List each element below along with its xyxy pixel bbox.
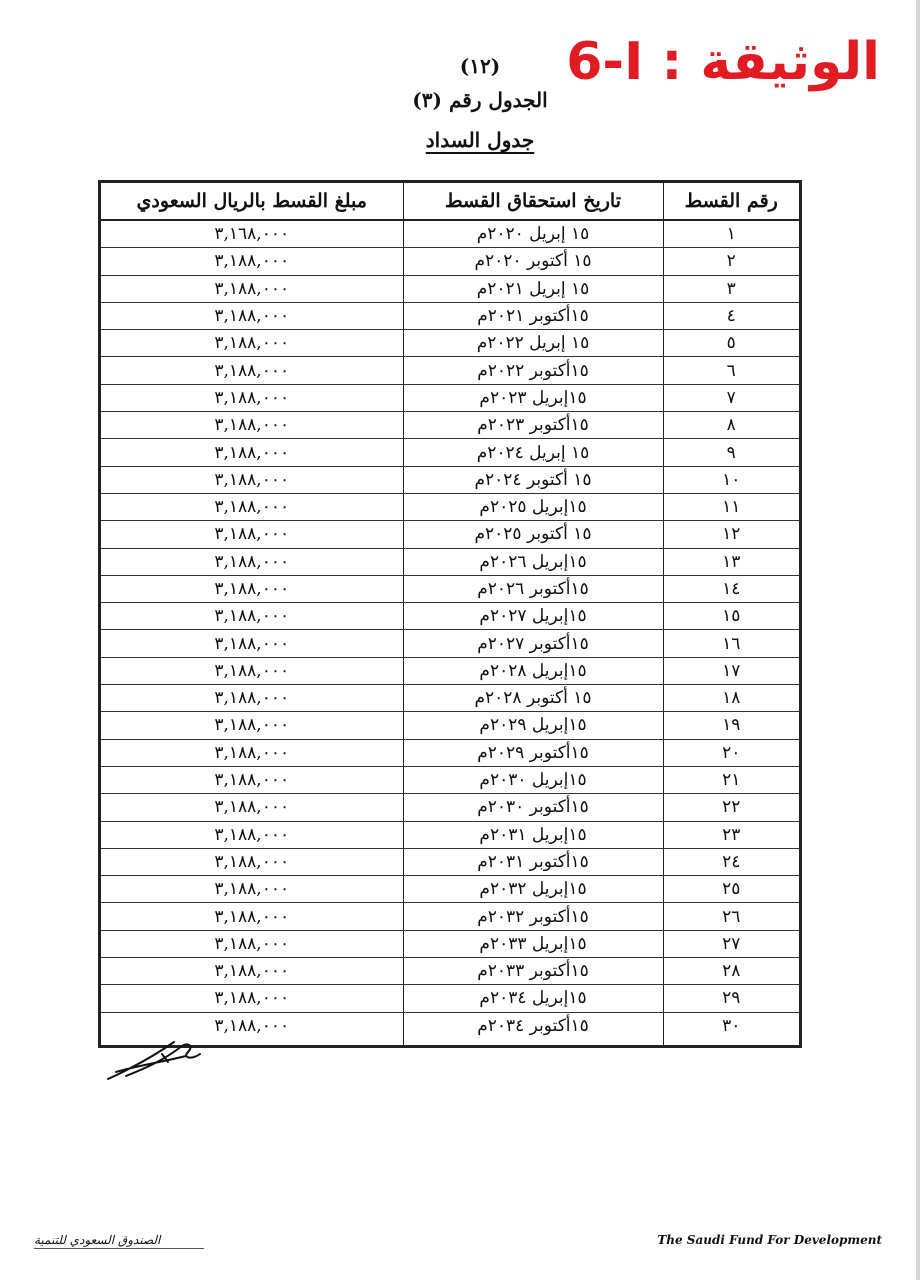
header-installment-number: رقم القسط <box>663 183 799 220</box>
table-body <box>101 220 799 1045</box>
amount-cell: ٣,١٦٨,٠٠٠ <box>101 220 403 248</box>
due-date-cell: ١٥إبريل ٢٠٣٢م <box>403 876 663 903</box>
installment-number-cell: ٢٦ <box>663 903 799 930</box>
amount-cell: ٣,١٨٨,٠٠٠ <box>101 302 403 329</box>
due-date-cell: ١٥إبريل ٢٠٢٥م <box>403 493 663 520</box>
amount-cell: ٣,١٨٨,٠٠٠ <box>101 712 403 739</box>
amount-cell: ٣,١٨٨,٠٠٠ <box>101 603 403 630</box>
due-date-cell: ١٥أكتوبر ٢٠٣٢م <box>403 903 663 930</box>
table-row <box>101 575 799 602</box>
due-date-cell: ١٥إبريل ٢٠٢٩م <box>403 712 663 739</box>
table-row <box>101 739 799 766</box>
document-label-code: 6-I <box>566 32 644 92</box>
due-date-cell: ١٥إبريل ٢٠٣١م <box>403 821 663 848</box>
table-row <box>101 384 799 411</box>
table-row <box>101 302 799 329</box>
amount-cell: ٣,١٨٨,٠٠٠ <box>101 985 403 1012</box>
amount-cell: ٣,١٨٨,٠٠٠ <box>101 575 403 602</box>
installment-number-cell: ١١ <box>663 493 799 520</box>
table-header-row <box>101 183 799 220</box>
installment-number-cell: ١٣ <box>663 548 799 575</box>
page-number: (١٢) <box>459 54 501 78</box>
table-row <box>101 548 799 575</box>
due-date-cell: ١٥أكتوبر ٢٠٣٣م <box>403 958 663 985</box>
installment-number-cell: ٢٩ <box>663 985 799 1012</box>
due-date-cell: ١٥ إبريل ٢٠٢٤م <box>403 439 663 466</box>
amount-cell: ٣,١٨٨,٠٠٠ <box>101 384 403 411</box>
table-row <box>101 766 799 793</box>
installment-number-cell: ٢٥ <box>663 876 799 903</box>
due-date-cell: ١٥ إبريل ٢٠٢١م <box>403 275 663 302</box>
amount-cell: ٣,١٨٨,٠٠٠ <box>101 248 403 275</box>
installment-number-cell: ٢ <box>663 248 799 275</box>
due-date-cell: ١٥أكتوبر ٢٠٢٦م <box>403 575 663 602</box>
schedule-table-frame <box>98 180 802 1048</box>
due-date-cell: ١٥ إبريل ٢٠٢٢م <box>403 330 663 357</box>
due-date-cell: ١٥أكتوبر ٢٠٣١م <box>403 848 663 875</box>
header-due-date: تاريخ استحقاق القسط <box>403 183 663 220</box>
amount-cell: ٣,١٨٨,٠٠٠ <box>214 1015 290 1036</box>
installment-number-cell: ٢٢ <box>663 794 799 821</box>
installment-number-cell: ٣ <box>663 275 799 302</box>
table-row <box>101 958 799 985</box>
installment-number-cell: ١٠ <box>663 466 799 493</box>
header-amount: مبلغ القسط بالريال السعودي <box>101 183 403 220</box>
installment-number-cell: ١٨ <box>663 685 799 712</box>
table-row <box>101 248 799 275</box>
amount-cell: ٣,١٨٨,٠٠٠ <box>101 630 403 657</box>
footer-english-name: The Saudi Fund For Development <box>657 1233 882 1247</box>
amount-cell: ٣,١٨٨,٠٠٠ <box>101 685 403 712</box>
due-date-cell: ١٥إبريل ٢٠٢٣م <box>403 384 663 411</box>
table-row <box>101 439 799 466</box>
signature-icon <box>102 1032 212 1084</box>
installment-number-cell: ٢٧ <box>663 930 799 957</box>
document-label <box>566 26 880 98</box>
table-row <box>101 630 799 657</box>
table-row <box>101 493 799 520</box>
due-date-cell: ١٥إبريل ٢٠٢٦م <box>403 548 663 575</box>
installment-number-cell: ٢٨ <box>663 958 799 985</box>
amount-cell: ٣,١٨٨,٠٠٠ <box>101 876 403 903</box>
amount-cell: ٣,١٨٨,٠٠٠ <box>101 657 403 684</box>
due-date-cell: ١٥إبريل ٢٠٢٧م <box>403 603 663 630</box>
amount-cell: ٣,١٨٨,٠٠٠ <box>101 521 403 548</box>
due-date-cell: ١٥أكتوبر ٢٠٢٣م <box>403 412 663 439</box>
table-row <box>101 657 799 684</box>
table-row <box>101 903 799 930</box>
amount-cell: ٣,١٨٨,٠٠٠ <box>101 493 403 520</box>
table-row <box>101 876 799 903</box>
table-row <box>101 985 799 1012</box>
installment-number-cell: ١ <box>663 220 799 248</box>
installment-number-cell: ٩ <box>663 439 799 466</box>
due-date-cell: ١٥أكتوبر ٢٠٢١م <box>403 302 663 329</box>
table-row <box>101 466 799 493</box>
amount-cell: ٣,١٨٨,٠٠٠ <box>101 958 403 985</box>
due-date-cell: ١٥أكتوبر ٢٠٣٤م <box>403 1012 663 1045</box>
table-row <box>101 521 799 548</box>
due-date-cell: ١٥ إبريل ٢٠٢٠م <box>403 220 663 248</box>
installment-number-cell: ٢١ <box>663 766 799 793</box>
installment-number-cell: ١٤ <box>663 575 799 602</box>
installment-number-cell: ٥ <box>663 330 799 357</box>
table-row <box>101 412 799 439</box>
table-number: الجدول رقم (٣) <box>412 88 548 112</box>
amount-cell: ٣,١٨٨,٠٠٠ <box>101 357 403 384</box>
table-row <box>101 794 799 821</box>
installment-number-cell: ٢٤ <box>663 848 799 875</box>
amount-cell: ٣,١٨٨,٠٠٠ <box>101 766 403 793</box>
table-row <box>101 275 799 302</box>
due-date-cell: ١٥إبريل ٢٠٢٨م <box>403 657 663 684</box>
table-row <box>101 821 799 848</box>
amount-cell: ٣,١٨٨,٠٠٠ <box>101 412 403 439</box>
installment-number-cell: ١٧ <box>663 657 799 684</box>
due-date-cell: ١٥أكتوبر ٢٠٢٧م <box>403 630 663 657</box>
table-row <box>101 357 799 384</box>
installment-number-cell: ٣٠ <box>663 1012 799 1045</box>
due-date-cell: ١٥ أكتوبر ٢٠٢٨م <box>403 685 663 712</box>
amount-cell: ٣,١٨٨,٠٠٠ <box>101 794 403 821</box>
due-date-cell: ١٥أكتوبر ٢٠٢٩م <box>403 739 663 766</box>
amount-cell: ٣,١٨٨,٠٠٠ <box>101 275 403 302</box>
due-date-cell: ١٥أكتوبر ٢٠٢٢م <box>403 357 663 384</box>
table-row <box>101 330 799 357</box>
due-date-cell: ١٥ أكتوبر ٢٠٢٥م <box>403 521 663 548</box>
installment-number-cell: ٨ <box>663 412 799 439</box>
amount-cell: ٣,١٨٨,٠٠٠ <box>101 330 403 357</box>
table-row <box>101 930 799 957</box>
due-date-cell: ١٥أكتوبر ٢٠٣٠م <box>403 794 663 821</box>
amount-cell: ٣,١٨٨,٠٠٠ <box>101 821 403 848</box>
page-edge <box>916 0 920 1280</box>
installment-number-cell: ٤ <box>663 302 799 329</box>
table-title: جدول السداد <box>425 128 535 152</box>
due-date-cell: ١٥إبريل ٢٠٣٣م <box>403 930 663 957</box>
installment-number-cell: ٢٣ <box>663 821 799 848</box>
amount-cell: ٣,١٨٨,٠٠٠ <box>101 548 403 575</box>
installment-number-cell: ٦ <box>663 357 799 384</box>
amount-cell: ٣,١٨٨,٠٠٠ <box>101 439 403 466</box>
installment-number-cell: ١٦ <box>663 630 799 657</box>
table-row <box>101 220 799 248</box>
table-row <box>101 685 799 712</box>
amount-cell: ٣,١٨٨,٠٠٠ <box>101 903 403 930</box>
due-date-cell: ١٥إبريل ٢٠٣٤م <box>403 985 663 1012</box>
amount-cell: ٣,١٨٨,٠٠٠ <box>101 848 403 875</box>
repayment-schedule-table <box>101 183 799 1045</box>
table-row <box>101 712 799 739</box>
due-date-cell: ١٥ أكتوبر ٢٠٢٠م <box>403 248 663 275</box>
table-row <box>101 848 799 875</box>
amount-cell: ٣,١٨٨,٠٠٠ <box>101 466 403 493</box>
table-row <box>101 603 799 630</box>
installment-number-cell: ١٩ <box>663 712 799 739</box>
footer-arabic-name: الصندوق السعودي للتنمية <box>34 1232 204 1249</box>
amount-cell: ٣,١٨٨,٠٠٠ <box>101 739 403 766</box>
installment-number-cell: ١٢ <box>663 521 799 548</box>
document-label-word: الوثيقة : <box>661 32 880 92</box>
installment-number-cell: ٧ <box>663 384 799 411</box>
due-date-cell: ١٥ أكتوبر ٢٠٢٤م <box>403 466 663 493</box>
due-date-cell: ١٥إبريل ٢٠٣٠م <box>403 766 663 793</box>
installment-number-cell: ١٥ <box>663 603 799 630</box>
installment-number-cell: ٢٠ <box>663 739 799 766</box>
amount-cell: ٣,١٨٨,٠٠٠ <box>101 930 403 957</box>
